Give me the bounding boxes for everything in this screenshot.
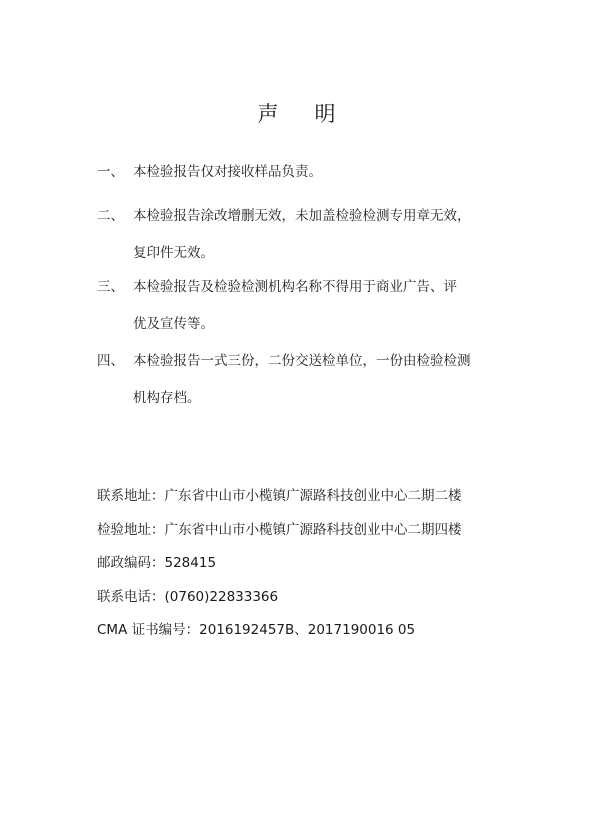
clause-number: 三、: [97, 279, 124, 295]
title-char-2: 明: [314, 102, 336, 126]
clause-3: [97, 277, 457, 334]
clause-text-line: 复印件无效。: [133, 245, 214, 261]
contact-info: [97, 486, 537, 654]
clause-2: [97, 206, 471, 263]
clause-4: [97, 351, 471, 408]
clause-number: 四、: [97, 353, 124, 369]
clause-1: [97, 162, 322, 182]
clause-number: 二、: [97, 208, 124, 224]
page-title: [0, 98, 593, 128]
postal-code: 邮政编码：528415: [97, 555, 217, 571]
clause-text-line: 本检验报告仅对接收样品负责。: [133, 164, 322, 180]
clause-text-line: 本检验报告及检验检测机构名称不得用于商业广告、评: [133, 279, 457, 295]
clause-text-line: 优及宣传等。: [133, 316, 214, 332]
contact-address: 联系地址：广东省中山市小榄镇广源路科技创业中心二期二楼: [97, 488, 462, 504]
inspection-address: 检验地址：广东省中山市小榄镇广源路科技创业中心二期四楼: [97, 521, 462, 538]
clause-text-line: 本检验报告涂改增删无效，未加盖检验检测专用章无效，: [133, 208, 471, 224]
title-char-1: 声: [257, 102, 279, 126]
clause-text-line: 本检验报告一式三份，二份交送检单位，一份由检验检测: [133, 353, 471, 369]
clause-number: 一、: [97, 164, 124, 180]
cma-certificate-number: CMA 证书编号：2016192457B、2017190016 05: [97, 622, 416, 638]
clause-text-line: 机构存档。: [133, 390, 201, 406]
contact-phone: 联系电话：(0760)22833366: [97, 588, 279, 605]
